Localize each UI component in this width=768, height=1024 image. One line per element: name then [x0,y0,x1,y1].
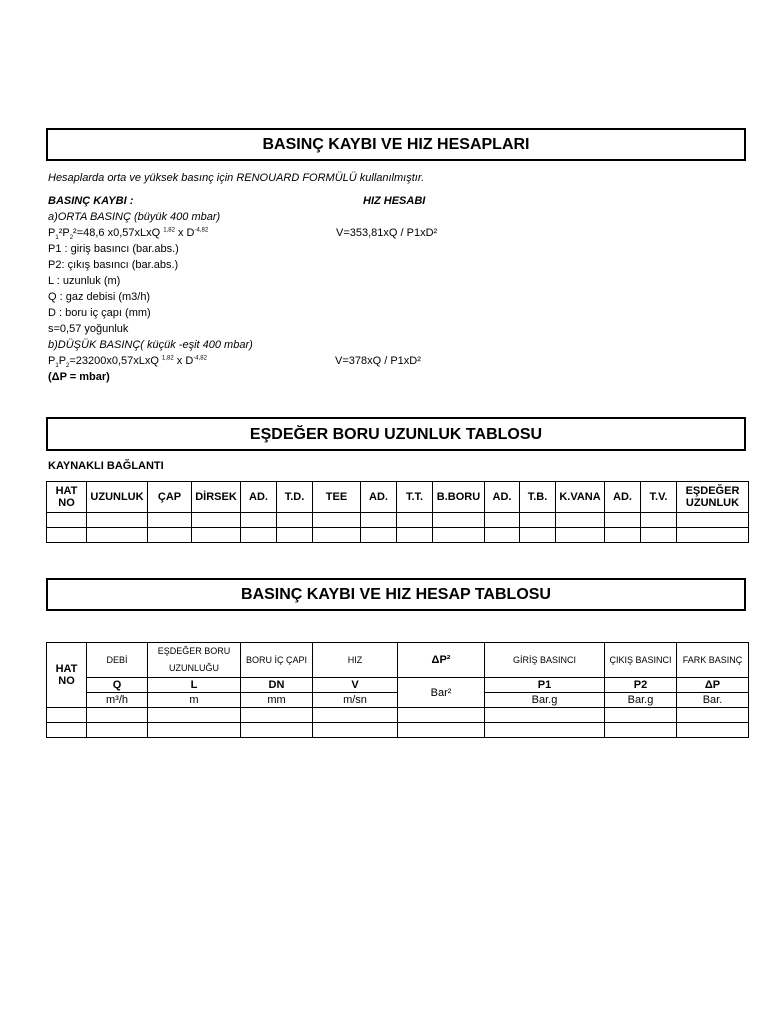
header-hiz: HIZ [313,643,398,678]
symbol-p2: P2 [605,678,677,693]
table-cell[interactable] [313,708,398,723]
table-row [47,528,749,543]
unit-note: (ΔP = mbar) [48,371,110,383]
intro-text: Hesaplarda orta ve yüksek basınç için RENOUARD FORMÜLÜ kullanılmıştır. [48,172,425,184]
def-s: s=0,57 yoğunluk [48,323,129,335]
def-p2: P2: çıkış basıncı (bar.abs.) [48,259,179,271]
header-uzunluk: UZUNLUK [87,482,148,513]
table-cell[interactable] [361,528,397,543]
table-header-row [47,482,749,513]
basinc-kaybi-heading: BASINÇ KAYBI : [48,195,134,207]
table-cell[interactable] [398,708,485,723]
symbol-delta-p: ΔP [677,678,749,693]
symbol-q: Q [87,678,148,693]
table-header-row [47,643,749,678]
unit-v: m/sn [313,693,398,708]
table-row [47,708,749,723]
title-basinc-kaybi-hiz-hesaplari: BASINÇ KAYBI VE HIZ HESAPLARI [46,128,746,161]
header-fark-basinc: FARK BASINÇ [677,643,749,678]
symbol-p1: P1 [485,678,605,693]
table-cell[interactable] [485,513,520,528]
table-cell[interactable] [677,708,749,723]
table-cell[interactable] [192,513,241,528]
table-cell[interactable] [605,708,677,723]
table-cell[interactable] [520,513,556,528]
header-cap: ÇAP [148,482,192,513]
header-giris-basinci: GİRİŞ BASINCI [485,643,605,678]
table-cell[interactable] [241,723,313,738]
header-esdeger-uzunluk: EŞDEĞER UZUNLUK [677,482,749,513]
table-cell[interactable] [241,513,277,528]
table-cell[interactable] [87,708,148,723]
table-cell[interactable] [47,528,87,543]
header-tt: T.T. [397,482,433,513]
table-cell[interactable] [485,723,605,738]
header-delta-p2: ΔP² [398,643,485,678]
def-l: L : uzunluk (m) [48,275,121,287]
header-boru-ic-capi: BORU İÇ ÇAPI [241,643,313,678]
header-tee: TEE [313,482,361,513]
table-cell[interactable] [47,513,87,528]
header-ad: AD. [485,482,520,513]
symbol-l: L [148,678,241,693]
hiz-hesabi-heading: HIZ HESABI [363,195,426,207]
table-cell[interactable] [361,513,397,528]
table-cell[interactable] [433,528,485,543]
unit-l: m [148,693,241,708]
table-cell[interactable] [313,723,398,738]
header-tv: T.V. [641,482,677,513]
header-ad: AD. [605,482,641,513]
header-ad: AD. [241,482,277,513]
orta-basinc-title: a)ORTA BASINÇ (büyük 400 mbar) [48,211,221,223]
header-tb: T.B. [520,482,556,513]
symbol-dn: DN [241,678,313,693]
table-cell[interactable] [47,708,87,723]
formula-hiz-2: V=378xQ / P1xD² [335,355,421,367]
table-cell[interactable] [313,528,361,543]
table-cell[interactable] [605,723,677,738]
kaynakli-baglanti-label: KAYNAKLI BAĞLANTI [48,460,164,472]
unit-q: m³/h [87,693,148,708]
basinc-kaybi-hiz-table [46,642,749,738]
formula-dusuk-basinc: $P_1P_2=23200x0,57xLxQ$ $^{1,82}$ x $D^{-4,82}$ [48,355,207,370]
def-q: Q : gaz debisi (m3/h) [48,291,151,303]
unit-p2: Bar.g [605,693,677,708]
header-b-boru: B.BORU [433,482,485,513]
table-cell[interactable] [641,528,677,543]
header-esdeger-boru-uzunlugu: EŞDEĞER BORU UZUNLUĞU [148,643,241,678]
table-cell[interactable] [87,513,148,528]
table-cell[interactable] [605,513,641,528]
table-cell[interactable] [397,513,433,528]
esdeger-boru-uzunluk-table [46,481,749,543]
table-cell[interactable] [556,513,605,528]
table-cell[interactable] [277,528,313,543]
header-ad: AD. [361,482,397,513]
title-basinc-kaybi-hiz-hesap-tablosu: BASINÇ KAYBI VE HIZ HESAP TABLOSU [46,578,746,611]
table-cell[interactable] [277,513,313,528]
header-dirsek: DİRSEK [192,482,241,513]
table-cell[interactable] [148,513,192,528]
table-cell[interactable] [397,528,433,543]
table-cell[interactable] [556,528,605,543]
table-cell[interactable] [605,528,641,543]
table-cell[interactable] [433,513,485,528]
def-p1: P1 : giriş basıncı (bar.abs.) [48,243,179,255]
table-cell[interactable] [520,528,556,543]
table-cell[interactable] [192,528,241,543]
table-cell[interactable] [677,528,749,543]
table-cell[interactable] [148,708,241,723]
unit-p1: Bar.g [485,693,605,708]
table-cell[interactable] [241,528,277,543]
header-debi: DEBİ [87,643,148,678]
table-cell[interactable] [398,723,485,738]
header-k-vana: K.VANA [556,482,605,513]
formula-orta-basinc: $P_1^2P_2^2=48,6$ x0,57xLxQ $^{1,82}$ x $D^{-4,82}$ [48,227,209,242]
table-cell[interactable] [87,528,148,543]
unit-bar2: Bar² [398,678,485,708]
table-cell[interactable] [641,513,677,528]
header-cikis-basinci: ÇIKIŞ BASINCI [605,643,677,678]
table-row [47,723,749,738]
symbol-row [47,678,749,693]
table-cell[interactable] [148,723,241,738]
symbol-v: V [313,678,398,693]
table-cell[interactable] [677,513,749,528]
unit-delta-p: Bar. [677,693,749,708]
table-row [47,513,749,528]
def-d: D : boru iç çapı (mm) [48,307,151,319]
dusuk-basinc-title: b)DÜŞÜK BASINÇ( küçük -eşit 400 mbar) [48,339,253,351]
title-esdeger-boru-uzunluk-tablosu: EŞDEĞER BORU UZUNLUK TABLOSU [46,417,746,451]
table-cell[interactable] [485,708,605,723]
table-cell[interactable] [313,513,361,528]
header-hat-no: HAT NO [47,643,87,708]
header-hat-no: HAT NO [47,482,87,513]
header-td: T.D. [277,482,313,513]
unit-dn: mm [241,693,313,708]
formula-hiz-1: V=353,81xQ / P1xD² [336,227,438,239]
table-cell[interactable] [485,528,520,543]
table-cell[interactable] [677,723,749,738]
table-cell[interactable] [241,708,313,723]
table-cell[interactable] [47,723,87,738]
table-cell[interactable] [87,723,148,738]
table-cell[interactable] [148,528,192,543]
